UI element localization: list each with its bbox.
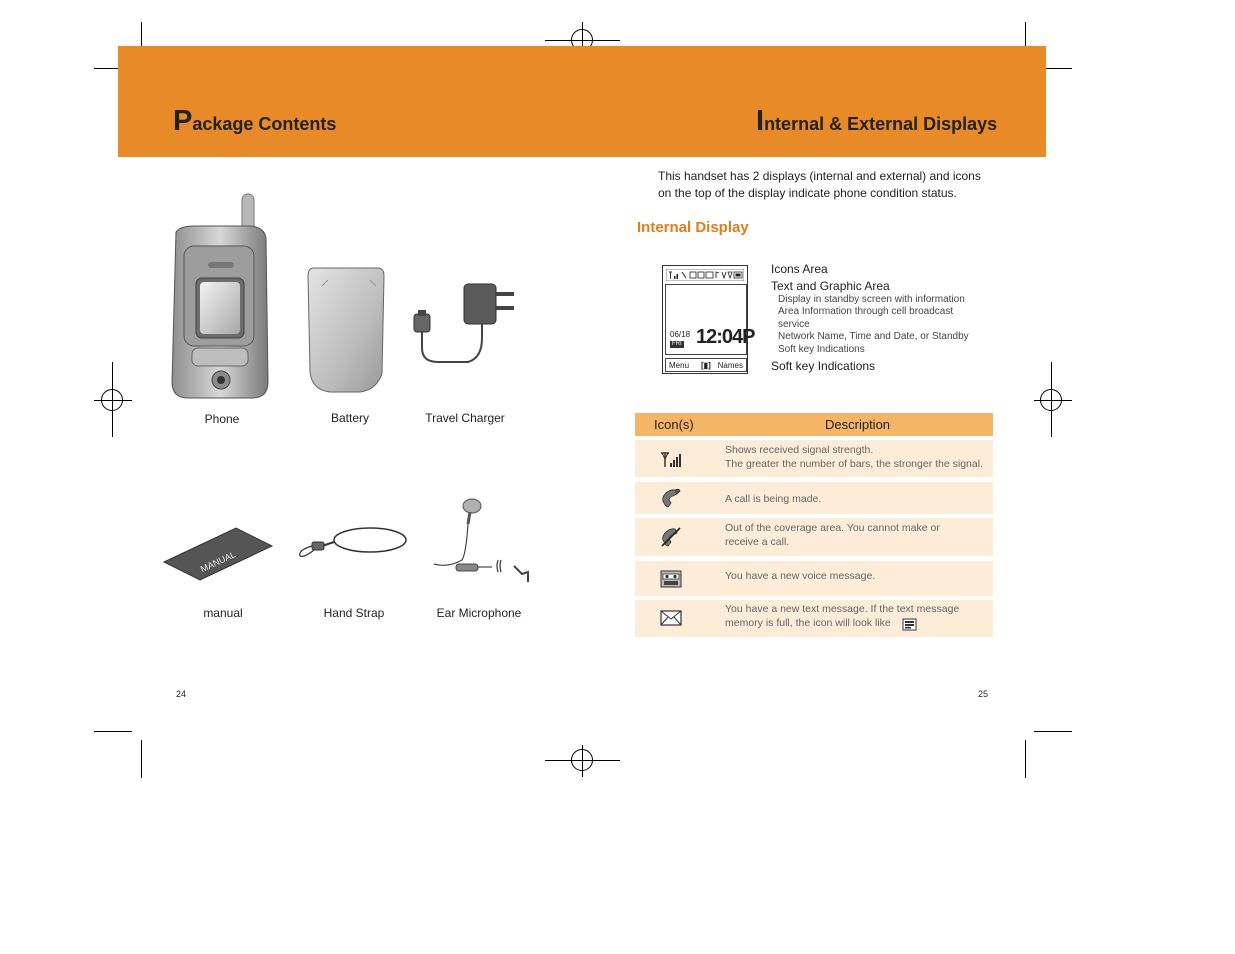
caption-ear-microphone: Ear Microphone — [436, 606, 522, 620]
text-message-icon — [659, 606, 683, 630]
label-soft-key: Soft key Indications — [771, 359, 876, 373]
caption-travel-charger: Travel Charger — [425, 411, 505, 425]
manual-illustration — [162, 526, 274, 582]
call-in-progress-icon — [659, 486, 683, 510]
table-row — [635, 561, 993, 596]
row-description: A call is being made. — [725, 493, 822, 505]
row-description: receive a call. — [725, 536, 790, 548]
label-text-graphic-desc: Soft key Indications — [778, 344, 865, 355]
manual-card-text: MANUAL — [198, 549, 238, 575]
header-band — [118, 46, 1046, 157]
row-description: You have a new text message. If the text message — [725, 603, 960, 615]
table-row — [635, 518, 993, 556]
row-description: Shows received signal strength. — [725, 444, 874, 456]
caption-battery: Battery — [330, 411, 369, 425]
signal-strength-icon — [659, 447, 683, 471]
label-text-graphic-desc: Display in standby screen with information — [778, 294, 965, 305]
screen-date: 06/18 — [670, 330, 691, 339]
screen-time: 12:04P — [696, 326, 755, 348]
col-header-icons: Icon(s) — [654, 417, 694, 432]
battery-illustration — [306, 266, 386, 394]
page-number-right: 25 — [978, 689, 989, 699]
table-row — [635, 482, 993, 514]
intro-paragraph: This handset has 2 displays (internal and external) and icons on the top of the display indicate phone condition status. — [658, 169, 981, 200]
soft-key-center-icon: [▮] — [701, 361, 711, 370]
soft-key-bar — [665, 358, 747, 372]
icon-table-header — [635, 413, 993, 436]
right-page-title — [756, 105, 997, 138]
hand-strap-illustration — [294, 524, 410, 560]
label-icons-area: Icons Area — [771, 262, 828, 276]
row-description: You have a new voice message. — [725, 570, 876, 582]
text-graphic-area — [665, 284, 755, 355]
label-text-graphic-area: Text and Graphic Area — [771, 279, 890, 293]
title-text: nternal & External Displays — [764, 114, 998, 134]
internal-display-heading: Internal Display — [637, 219, 749, 236]
internal-display-diagram — [662, 265, 755, 374]
row-description: The greater the number of bars, the stronger the signal. — [725, 458, 983, 470]
caption-hand-strap: Hand Strap — [323, 606, 385, 620]
message-memory-full-icon — [902, 617, 918, 633]
left-page-title — [173, 105, 336, 138]
ear-microphone-illustration — [428, 494, 534, 584]
title-initial: I — [756, 105, 765, 137]
soft-key-right: Names — [717, 361, 743, 370]
row-description: Out of the coverage area. You cannot make or — [725, 522, 940, 534]
row-description: memory is full, the icon will look like — [725, 617, 891, 629]
voice-message-icon — [659, 567, 683, 591]
label-text-graphic-desc: Area Information through cell broadcast — [778, 306, 954, 317]
page-number-left: 24 — [176, 689, 187, 699]
table-row — [635, 440, 993, 477]
phone-illustration — [168, 192, 272, 402]
label-text-graphic-desc: Network Name, Time and Date, or Standby — [778, 331, 969, 342]
caption-phone: Phone — [204, 412, 240, 426]
label-text-graphic-desc: service — [778, 319, 810, 330]
title-initial: P — [173, 105, 193, 137]
status-icons-bar — [666, 269, 744, 281]
screen-day: FRI — [672, 341, 682, 347]
travel-charger-illustration — [408, 278, 524, 374]
caption-manual: manual — [203, 606, 243, 620]
title-text: ackage Contents — [192, 114, 337, 134]
table-row — [635, 600, 993, 637]
soft-key-left: Menu — [669, 361, 690, 370]
col-header-description: Description — [825, 417, 891, 432]
no-service-icon — [659, 525, 683, 549]
